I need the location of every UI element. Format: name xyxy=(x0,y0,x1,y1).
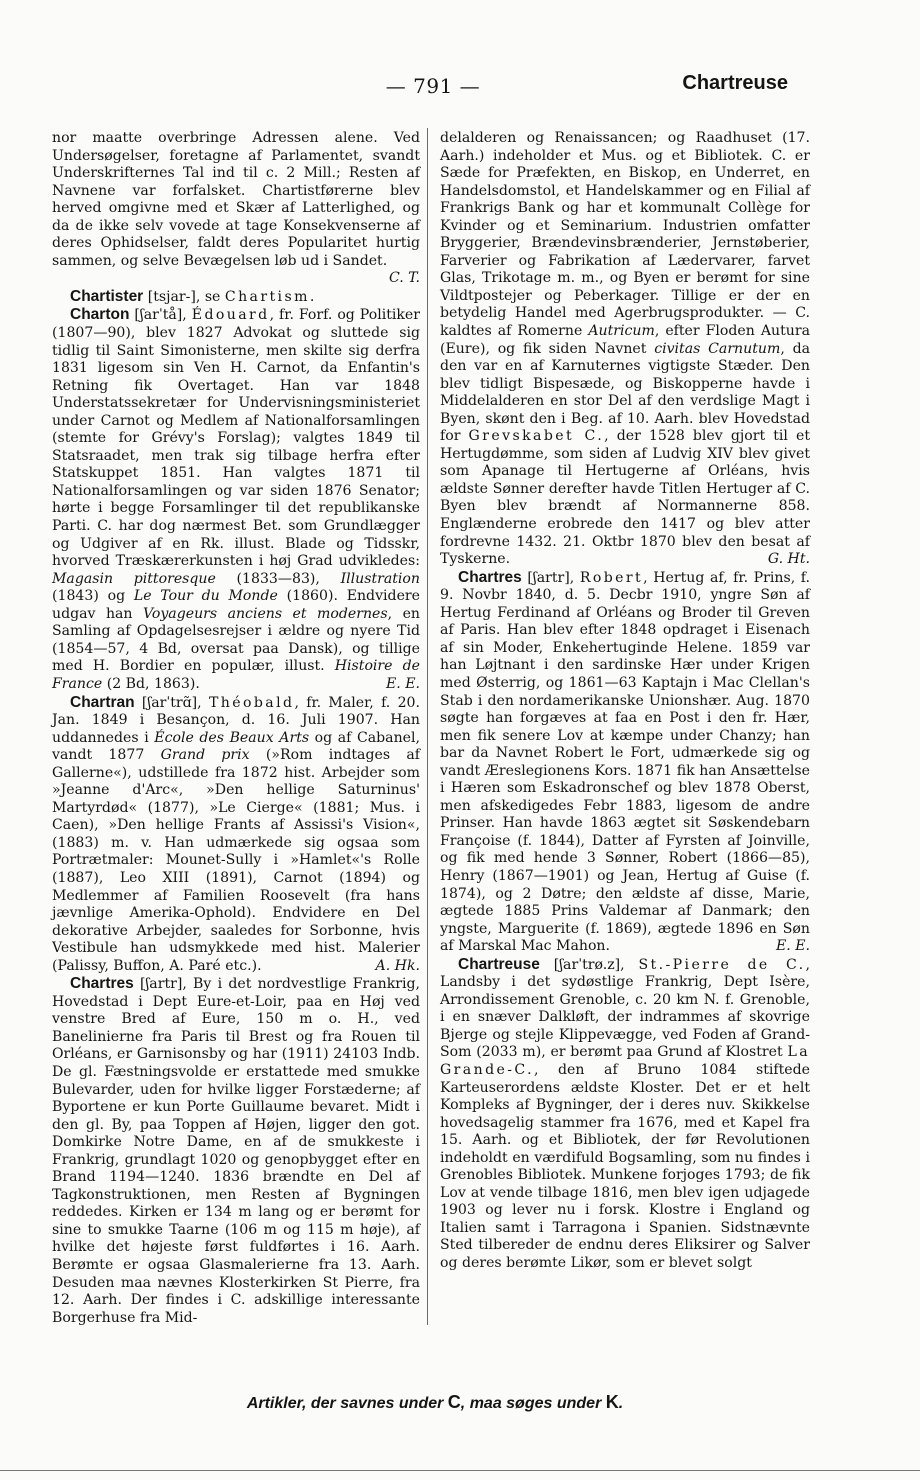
entry-text: [ʃartr], By i det nordvestlige Frankrig, Hovedstad i Dept Eure-et-Loir, paa en Høj ved venstre Bred af Eure, 150 m o. H., ved Banelinierne fra Paris til Brest og fra Rouen til Orléans, er Garnisonsby og har (1911) 24103 Indb. De gl. Fæstningsvolde er erstattede med smukke Bulevarder, uden for hvilke ligger Forstæderne; af Byportene er kun Porte Guillaume bevaret. Midt i den gl. By, paa Toppen af Højen, ligger den got. Domkirke Notre Dame, en af de smukkeste i Frankrig, grundlagt 1020 og genopbygget efter en Brand 1194—1240. 1836 brændte en Del af Tagkonstruktionen, men Resten af Bygningen reddedes. Kirken er 134 m lang og er berømt for sine to smukke Taarne (106 m og 115 m høje), af hvilke det højeste først fuldførtes i 16. Aarh. Berømte er ogsaa Glasmalerierne fra 13. Aarh. Desuden maa nævnes Klosterkirken St Pierre, fra 12. Aarh. Der findes i C. adskillige interessante Borgerhuse fra Mid- xyxy=(52,976,420,1326)
footer-letter-c: C xyxy=(447,1392,461,1412)
entry-text: [ʃarˈtå], Édouard, fr. Forf. og Politiker (1807—90), blev 1827 Advokat og sluttede sig tidlig til Saint Simonisterne, men skilte sig derfra 1831 ligesom sin Ven H. Carnot, da Enfantin's Retning fik Overtaget. Han var 1848 Understatssekretær for Undervisningsministeriet under Carnot og Medlem af Nationalforsamlingen (stemte for Grévy's Forslag); valgtes 1849 til Statsraadet, men trak sig tilbage herfra efter Statskuppet 1851. Han valgtes 1871 til Nationalforsamlingen og var siden 1876 Senator; hørte i begge Forsamlinger til det republikanske Parti. C. har dog nærmest Bet. som Grundlægger og Udgiver af en Rk. illust. Blade og Tidsskr, hvorved Træskærerkunsten i høj Grad udvikledes: Magasin pittoresque (1833—83), Illustration (1843) og Le Tour du Monde (1860). Endvidere udgav han Voyageurs anciens et modernes, en Samling af Opdagelsesrejser i ældre og nyere Tid (1854—57, 4 Bd, oversat paa Dansk), og tillige med H. Bordier en populær, illust. Histoire de France (2 Bd, 1863). xyxy=(52,307,420,692)
entry-headword: Chartres xyxy=(70,975,134,993)
entry-headword: Chartres xyxy=(458,568,522,586)
page-number: — 791 — xyxy=(385,74,481,98)
author-signature: E. E. xyxy=(775,938,810,955)
entry-text: nor maatte overbringe Adressen alene. Ved Undersøgelser, foretagne af Parlamentet, svandt Underskrifternes Tal ind til c. 2 Mill.; Resten af Navnene var forfalsket. Chartistførerne blev herved omgivne med et Skær af Latterlighed, og da de ikke selv vovede at tage Konsekvenserne af deres Ophidselser, faldt deres Popularitet hurtig sammen, og selve Bevægelsen løb ud i Sandet. xyxy=(52,130,420,269)
left-column xyxy=(52,130,420,1327)
entry-text: [ʃarˈtrɑ̃], Théobald, fr. Maler, f. 20. Jan. 1849 i Besançon, d. 16. Juli 1907. Han uddannedes i École des Beaux Arts og af Cabanel, vandt 1877 Grand prix (»Rom indtages af Gallerne«), udstillede fra 1872 hist. Arbejder som »Jeanne d'Arc«, »Den hellige Saturninus' Martyrdød« (1877), »Le Cierge« (1881; Mus. i Caen), »Den hellige Frants af Assissi's Vision«, (1883) m. v. Han udmærkede sig ogsaa som Portrætmaler: Mounet-Sully i »Hamlet«'s Rolle (1887), Leo XIII (1891), Carnot (1894) og Medlemmer af Familien Roosevelt (fra hans jævnlige Amerika-Ophold). Endvidere en Del dekorative Arbejder, saaledes for Sorbonne, hvis Vestibule han udsmykkede med hist. Malerier (Palissy, Buffon, A. Paré etc.). xyxy=(52,694,420,974)
column-divider xyxy=(427,128,428,1325)
footer-note-suffix: . xyxy=(618,1395,624,1412)
dictionary-entry xyxy=(52,975,420,1327)
entry-continuation xyxy=(52,130,420,288)
entry-text: [tsjar-], se Chartism. xyxy=(147,288,315,305)
entry-continuation xyxy=(440,130,810,569)
dictionary-entry xyxy=(440,569,810,956)
footer-note-middle: , maa søges under xyxy=(460,1395,606,1412)
entry-text: delalderen og Renaissancen; og Raadhuset (17. Aarh.) indeholder et Mus. og et Bibliotek. C. er Sæde for Præfekten, en Biskop, en Underret, en Handelsdomstol, et Handelskammer og en Filial af Frankrigs Bank og har et kommunalt Collège for Kvinder og et Seminarium. Industrien omfatter Bryggerier, Brændevinsbrænderier, Jernstøberier, Farverier og Fabrikation af Lædervarer, farvet Glas, Trikotage m. m., og Byen er berømt for sine Vildtpostejer og Peberkager. Tillige er der en betydelig Handel med Agerbrugsprodukter. — C. kaldtes af Romerne Autricum, efter Floden Autura (Eure), og fik siden Navnet civitas Carnutum, da den var en af Karnuternes vigtigste Stæder. Den blev tidligt Bispesæde, og Biskopperne havde i Middelalderen en stor Del af den verdslige Magt i Byen, skønt den i Beg. af 10. Aarh. blev Hovedstad for Grevskabet C., der 1528 blev gjort til et Hertugdømme, som siden af Ludvig XIV blev givet som Apanage til Hertugerne af Orléans, hvis ældste Sønner derefter havde Titlen Hertuger af C. Byen blev brændt af Normannerne 858. Englænderne erobrede den 1417 og blev atter fordrevne 1432. 21. Oktbr 1870 blev den besat af Tyskerne. xyxy=(440,130,810,568)
entry-text: [ʃarˈtrø.z], St.-Pierre de C., Landsby i det sydøstlige Frankrig, Dept Isère, Arrondissement Grenoble, c. 20 km N. f. Grenoble, i en snæver Dalkløft, der indrammes af skovrige Bjerge og stejle Klippevægge, ved Foden af Grand-Som (2033 m), er berømt paa Grund af Klostret La Grande-C., den af Bruno 1084 stiftede Karteuserordens ældste Kloster. Det er et helt Kompleks af Bygninger, der i deres nuv. Skikkelse hovedsagelig stammer fra 1676, med et Kapel fra 15. Aarh. og et Bibliotek, der før Revolutionen indeholdt en værdifuld Bogsamling, som nu findes i Grenobles Bibliotek. Munkene forjoges 1793; de fik Lov at vende tilbage 1816, men blev igen udjagede 1903 og lever nu i forsk. Klostre i England og Italien samt i Tarragona i Spanien. Sidstnævnte Sted tilbereder de endnu deres Eliksirer og Salver og deres berømte Likør, som er blevet solgt xyxy=(440,956,810,1271)
entry-headword: Chartister xyxy=(70,287,144,305)
entry-headword: Chartreuse xyxy=(458,955,540,973)
author-signature: C. T. xyxy=(388,270,420,287)
author-signature: E. E. xyxy=(385,675,420,692)
author-signature: G. Ht. xyxy=(767,551,810,568)
dictionary-entry xyxy=(440,956,810,1273)
page-edge-rule xyxy=(0,1470,920,1471)
footer-note xyxy=(0,1392,870,1413)
running-head: Chartreuse xyxy=(682,72,788,94)
dictionary-entry xyxy=(52,288,420,307)
dictionary-entry xyxy=(52,694,420,976)
dictionary-entry xyxy=(52,306,420,693)
entry-headword: Charton xyxy=(70,306,130,324)
entry-headword: Chartran xyxy=(70,693,135,711)
right-column xyxy=(440,130,810,1273)
author-signature: A. Hk. xyxy=(375,957,420,974)
entry-text: [ʃartr], Robert, Hertug af, fr. Prins, f. 9. Novbr 1840, d. 5. Decbr 1910, yngre Søn af Hertug Ferdinand af Orléans og Broder til Greven af Paris. Han blev efter 1848 opdraget i Eisenach af sin Moder, Enkehertuginde Helene. 1859 var han Løjtnant i den sardinske Hær under Krigen med Østerrig, og 1861—63 Kaptajn i Mac Clellan's Stab i den nordamerikanske Unionshær. Aug. 1870 søgte han forgæves at faa en Post i den fr. Hær, men fik senere Lov at kæmpe under Chanzy; han bar da Navnet Robert le Fort, udmærkede sig og vandt Æreslegionens Kors. 1871 fik han Ansættelse i Hæren som Eskadronschef og blev 1878 Oberst, men afskedigedes Febr 1883, ligesom de andre Prinser. Han havde 1863 ægtet sit Søskendebarn Françoise (f. 1844), Datter af Fyrsten af Joinville, og fik med hende 3 Sønner, Robert (1866—85), Henry (1867—1901) og Jean, Hertug af Guise (f. 1874), og 2 Døtre; den ældste af disse, Marie, ægtede 1885 Prins Valdemar af Danmark; den yngste, Marguerite (f. 1869), ægtede 1896 en Søn af Marskal Mac Mahon. xyxy=(440,569,811,955)
footer-letter-k: K xyxy=(605,1392,619,1412)
footer-note-prefix: Artikler, der savnes under xyxy=(246,1395,448,1412)
